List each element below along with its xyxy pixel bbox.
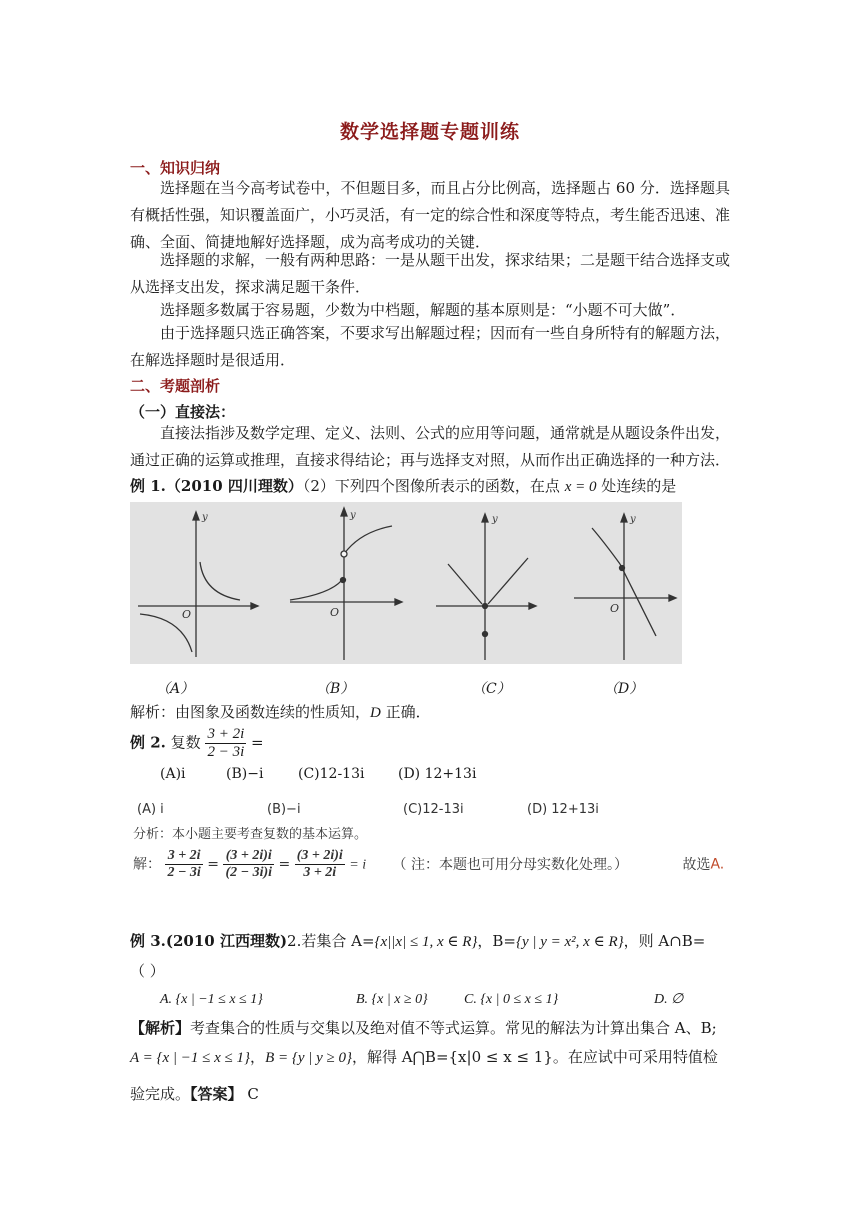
graph-label-b: （B） xyxy=(316,681,355,697)
paragraph: 选择题的求解，一般有两种思路：一是从题干出发，探求结果；二是题干结合选择支或从选择支出发，探求满足题干条件． xyxy=(130,251,731,296)
svg-text:y: y xyxy=(492,514,498,525)
section-heading-analysis: 二、考题剖析 xyxy=(130,377,221,395)
function-graphs-image xyxy=(130,502,682,664)
example-1-analysis: 解析：由图象及函数连续的性质知，D 正确． xyxy=(130,703,431,721)
graph-label-c: （C） xyxy=(472,681,511,697)
section-heading-knowledge: 一、知识归纳 xyxy=(130,159,221,177)
svg-text:y: y xyxy=(202,512,208,523)
svg-text:O: O xyxy=(330,606,340,619)
example-3-question: 例 3.(2010 江西理数)2.若集合 A={x||x| ≤ 1, x ∈ R}，B={y | y = x², x ∈ R}，则 A∩B= xyxy=(130,932,706,950)
paragraph: 直接法指涉及数学定理、定义、法则、公式的应用等问题，通常就是从题设条件出发，通过正确的运算或推理，直接求得结论；再与选择支对照，从而作出正确选择的一种方法． xyxy=(130,424,731,469)
subsection-heading: （一）直接法： xyxy=(130,403,236,421)
example-2-solution: 解： $\frac{3 + 2i}{2 - 3i}$ = $\frac{(3 + 2i)i}{(2 - 3i)i}$ = $\frac{(3 + 2i)i}{3 + 2i}$ = i （ 注：本题也可用分母实数化处理。） 故选A. xyxy=(133,848,725,880)
graph-label-a: （A） xyxy=(156,681,195,697)
svg-text:y: y xyxy=(350,510,356,521)
svg-text:O: O xyxy=(610,602,620,615)
example-2-options: (A)i (B)−i (C)12-13i (D) 12+13i xyxy=(160,766,477,782)
example-3-analysis: 【解析】考查集合的性质与交集以及绝对值不等式运算。常见的解法为计算出集合 A、B; xyxy=(130,1019,717,1037)
graph-label-d: （D） xyxy=(604,681,644,697)
paragraph: 选择题多数属于容易题，少数为中档题，解题的基本原则是：“小题不可大做”． xyxy=(160,301,686,319)
example-1-question: 例 1.（2010 四川理数）（2）下列四个图像所表示的函数，在点 x = 0 处连续的是 xyxy=(130,477,677,495)
svg-text:y: y xyxy=(630,514,636,525)
example-2-question: 例 2. 复数 $\frac{3 + 2i}{2 - 3i}$ = xyxy=(130,726,264,760)
paragraph: 选择题在当今高考试卷中，不但题目多，而且占分比例高，选择题占 60 分．选择题具有概括性强，知识覆盖面广，小巧灵活，有一定的综合性和深度等特点，考生能否迅速、准确、全面、简捷地解好选择题，成为高考成功的关键． xyxy=(130,179,731,251)
answer-paren: （ ） xyxy=(130,962,165,980)
svg-text:O: O xyxy=(182,608,192,621)
example-3-answer: 验完成。【答案】 C xyxy=(130,1085,259,1103)
example-2-options-scan: (A) i (B)−i (C)12-13i (D) 12+13i xyxy=(137,802,599,817)
paragraph: 由于选择题只选正确答案，不要求写出解题过程；因而有一些自身所特有的解题方法，在解选择题时是很适用． xyxy=(130,324,731,369)
example-2-analysis: 分析：本小题主要考查复数的基本运算。 xyxy=(133,827,368,842)
page-title: 数学选择题专题训练 xyxy=(339,121,520,143)
example-3-analysis-line2: A = {x | −1 ≤ x ≤ 1}，B = {y | y ≥ 0}，解得 A⋂B={x|0 ≤ x ≤ 1}。在应试中可采用特值检 xyxy=(130,1048,718,1066)
function-graphs xyxy=(130,502,682,664)
fraction: $\frac{3 + 2i}{2 - 3i}$ xyxy=(207,726,245,760)
example-label: 例 1.（2010 四川理数） xyxy=(130,477,303,495)
example-3-options: A. {x | −1 ≤ x ≤ 1} B. {x | x ≥ 0} C. {x | 0 ≤ x ≤ 1} D. ∅ xyxy=(160,992,684,1007)
